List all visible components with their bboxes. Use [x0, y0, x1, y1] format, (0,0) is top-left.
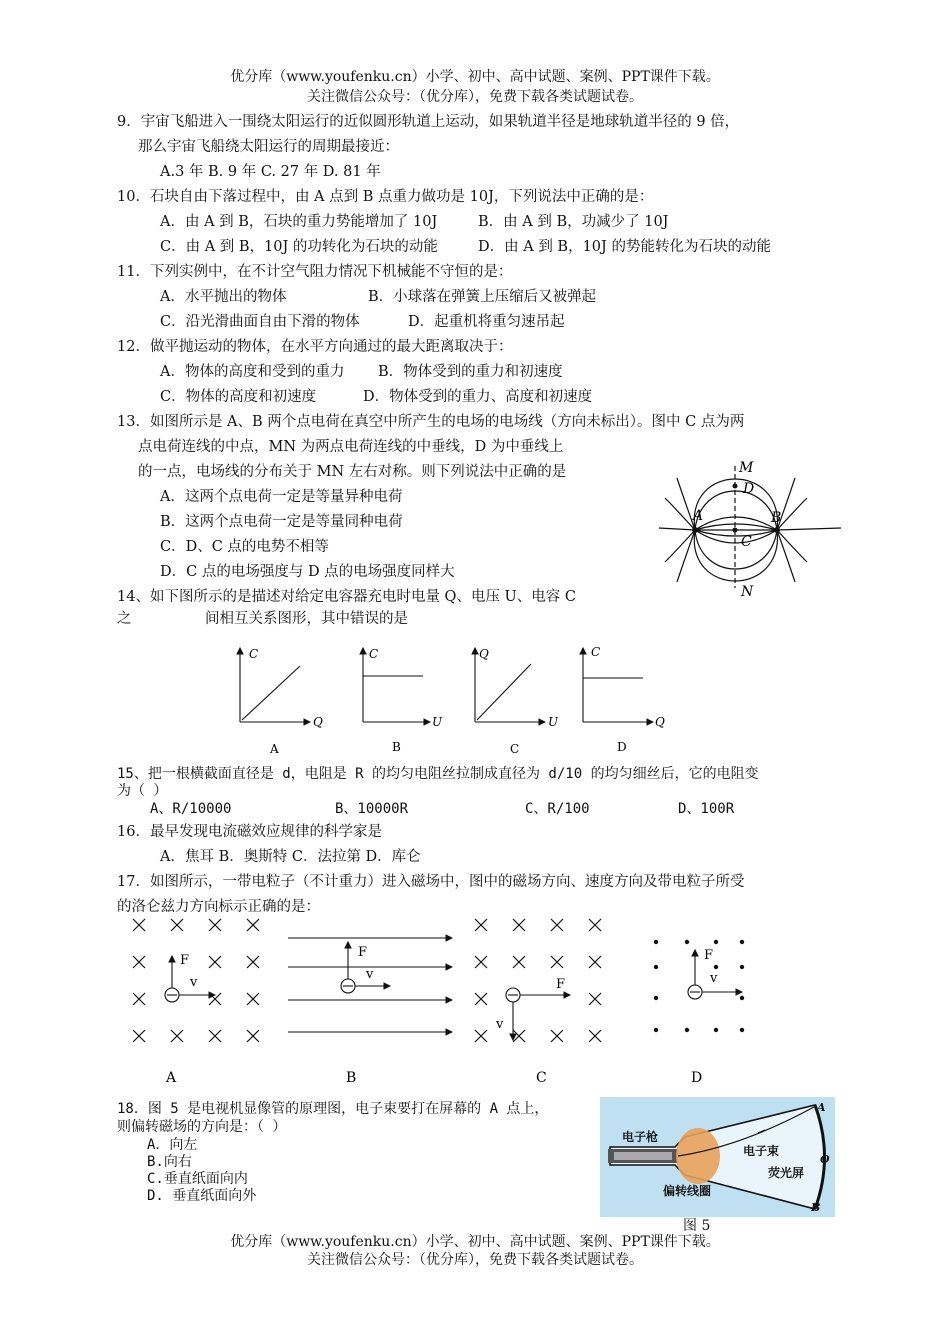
q16-options: A．焦耳 B．奥斯特 C．法拉第 D．库仑: [160, 849, 421, 865]
q14-line-2a: 之: [117, 611, 132, 627]
q9-line-2: 那么宇宙飞船绕太阳运行的周期最接近：: [138, 139, 399, 155]
fig-c-caption: C: [536, 1070, 547, 1086]
graph-c-x-label: U: [548, 715, 559, 729]
q10-option-c: C．由 A 到 B，10J 的功转化为石块的动能: [160, 239, 438, 255]
q12-option-a: A．物体的高度和受到的重力: [160, 364, 345, 380]
q18-option-a: A．向左: [147, 1137, 198, 1153]
fig-b-v-label: v: [366, 967, 374, 982]
q15-option-a: A、R/10000: [150, 801, 232, 817]
graph-d-x-label: Q: [655, 715, 665, 729]
q10-stem: 10．石块自由下落过程中，由 A 点到 B 点重力做功是 10J，下列说法中正确的是：: [117, 189, 654, 205]
q13-field-line-figure: [655, 458, 845, 598]
q11-stem: 11．下列实例中，在不计空气阻力情况下机械能不守恒的是：: [117, 264, 513, 280]
q14-line-2b: 间相互关系图形，其中错误的是: [205, 611, 408, 627]
q18-crt-figure: [600, 1097, 835, 1217]
q13-option-c: C．D、C 点的电势不相等: [160, 539, 329, 555]
graph-d-y-label: C: [591, 645, 601, 659]
graph-c-caption: C: [510, 742, 520, 756]
q10-option-a: A．由 A 到 B，石块的重力势能增加了 10J: [160, 214, 438, 230]
graph-b-x-label: U: [432, 715, 443, 729]
fig-label-m: M: [739, 460, 754, 476]
graph-b-y-label: C: [369, 647, 379, 661]
q10-option-d: D．由 A 到 B，10J 的势能转化为石块的动能: [478, 239, 771, 255]
q18-option-b: B.向右: [147, 1154, 192, 1170]
header-line-1: 优分库（www.youfenku.cn）小学、初中、高中试题、案例、PPT课件下载。: [230, 69, 720, 85]
q14-line-1: 14、如下图所示的是描述对给定电容器充电时电量 Q、电压 U、电容 C: [117, 589, 576, 605]
figure-5-caption: 图 5: [683, 1218, 711, 1234]
fig-label-d: D: [743, 481, 755, 497]
q14-graphs: [225, 640, 685, 760]
fig-label-n: N: [741, 584, 754, 598]
q10-option-b: B．由 A 到 B，功减少了 10J: [478, 214, 669, 230]
graph-b-caption: B: [392, 740, 401, 754]
q13-option-b: B．这两个点电荷一定是等量同种电荷: [160, 514, 403, 530]
q15-line-1: 15、把一根横截面直径是 d，电阻是 R 的均匀电阻丝拉制成直径为 d/10 的均匀细丝后，它的电阻变: [117, 766, 759, 782]
q12-option-d: D．物体受到的重力、高度和初速度: [363, 389, 593, 405]
graph-a-y-label: C: [249, 647, 259, 661]
header-line-2: 关注微信公众号：（优分库），免费下载各类试题试卷。: [307, 89, 643, 105]
fig-d-f-label: F: [704, 948, 714, 963]
fig-label-c: C: [741, 534, 752, 550]
q16-stem: 16．最早发现电流磁效应规律的科学家是: [117, 824, 382, 840]
q15-option-d: D、100R: [678, 801, 735, 817]
graph-d-caption: D: [617, 740, 627, 754]
q18-option-c: C.垂直纸面向内: [147, 1171, 248, 1187]
q15-option-c: C、R/100: [525, 801, 590, 817]
coil-label: 偏转线圈: [663, 1184, 712, 1198]
fig-label-b: B: [771, 510, 782, 526]
graph-a-x-label: Q: [313, 715, 323, 729]
fig-d-v-label: v: [710, 971, 718, 986]
q13-line-3: 的一点，电场线的分布关于 MN 左右对称。则下列说法中正确的是: [138, 464, 567, 480]
beam-label: 电子束: [743, 1144, 780, 1158]
screen-point-o: O: [820, 1153, 830, 1166]
fig-c-f-label: F: [556, 977, 566, 992]
q11-option-b: B．小球落在弹簧上压缩后又被弹起: [368, 289, 597, 305]
graph-a-caption: A: [270, 742, 279, 756]
fig-b-f-label: F: [358, 945, 368, 960]
q11-option-a: A．水平抛出的物体: [160, 289, 287, 305]
q17-magnetic-figures: [120, 912, 770, 1092]
graph-c-y-label: Q: [479, 647, 489, 661]
q12-stem: 12．做平抛运动的物体，在水平方向通过的最大距离取决于：: [117, 339, 513, 355]
fig-d-caption: D: [691, 1070, 703, 1086]
q9-options: A.3 年 B. 9 年 C. 27 年 D. 81 年: [160, 164, 381, 180]
fig-a-v-label: v: [190, 975, 198, 990]
fig-c-field-into-page: [475, 919, 601, 1042]
fig-b-field-lines: [288, 938, 452, 1032]
screen-point-a: A: [817, 1101, 826, 1114]
graph-c-line: [477, 664, 531, 720]
q18-option-d: D. 垂直纸面向外: [147, 1188, 257, 1204]
fig-b-caption: B: [346, 1070, 357, 1086]
q12-option-c: C．物体的高度和初速度: [160, 389, 317, 405]
screen-point-b: B: [811, 1201, 821, 1214]
q9-line-1: 9．宇宙飞船进入一围绕太阳运行的近似圆形轨道上运动，如果轨道半径是地球轨道半径的 9 倍，: [117, 114, 740, 130]
q11-option-d: D．起重机将重匀速吊起: [408, 314, 565, 330]
fig-label-a: A: [693, 508, 704, 524]
q18-line-2: 则偏转磁场的方向是：（ ）: [117, 1119, 287, 1135]
fig-c-v-label: v: [496, 1017, 504, 1032]
q13-line-1: 13．如图所示是 A、B 两个点电荷在真空中所产生的电场的电场线（方向未标出）。图中 C 点为两: [117, 414, 745, 430]
q11-option-c: C．沿光滑曲面自由下滑的物体: [160, 314, 360, 330]
footer-line-2: 关注微信公众号：（优分库），免费下载各类试题试卷。: [307, 1252, 643, 1268]
q12-option-b: B．物体受到的重力和初速度: [378, 364, 563, 380]
q15-option-b: B、10000R: [335, 801, 409, 817]
screen-label: 荧光屏: [768, 1166, 805, 1180]
q17-line-1: 17．如图所示，一带电粒子（不计重力）进入磁场中，图中的磁场方向、速度方向及带电粒子所受: [117, 874, 745, 890]
fig-a-caption: A: [166, 1070, 177, 1086]
q15-line-2: 为（ ）: [117, 783, 168, 799]
q17-line-2: 的洛仑兹力方向标示正确的是：: [117, 899, 320, 915]
footer-line-1: 优分库（www.youfenku.cn）小学、初中、高中试题、案例、PPT课件下载。: [230, 1234, 720, 1250]
deflection-coil: [676, 1128, 720, 1184]
fig-a-f-label: F: [180, 953, 190, 968]
q18-line-1: 18．图 5 是电视机显像管的原理图，电子束要打在屏幕的 A 点上，: [117, 1101, 549, 1117]
q13-option-d: D．C 点的电场强度与 D 点的电场强度同样大: [160, 564, 455, 580]
gun-label: 电子枪: [622, 1130, 659, 1144]
q13-line-2: 点电荷连线的中点，MN 为两点电荷连线的中垂线，D 为中垂线上: [138, 439, 564, 455]
q13-option-a: A．这两个点电荷一定是等量异种电荷: [160, 489, 403, 505]
graph-a-line: [242, 666, 300, 720]
